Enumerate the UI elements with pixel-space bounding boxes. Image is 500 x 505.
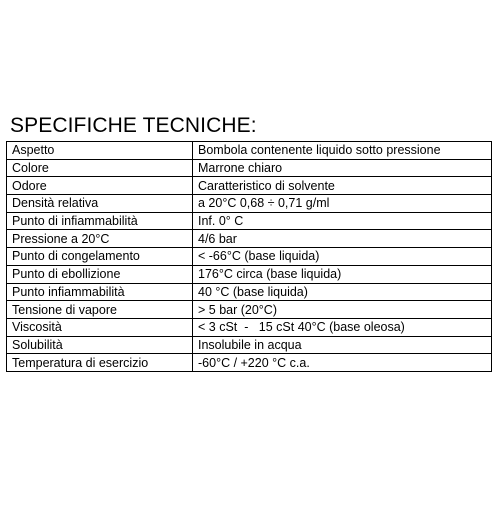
spec-table	[6, 141, 492, 372]
property-cell: Aspetto	[7, 142, 193, 160]
table-row	[7, 265, 492, 283]
table-row	[7, 301, 492, 319]
table-row	[7, 283, 492, 301]
value-cell: -60°C / +220 °C c.a.	[193, 354, 492, 372]
value-cell: 4/6 bar	[193, 230, 492, 248]
property-cell: Punto di congelamento	[7, 248, 193, 266]
property-cell: Densità relativa	[7, 195, 193, 213]
table-row	[7, 230, 492, 248]
value-cell: 176°C circa (base liquida)	[193, 265, 492, 283]
value-cell: Inf. 0° C	[193, 212, 492, 230]
table-row	[7, 354, 492, 372]
value-cell: Marrone chiaro	[193, 159, 492, 177]
table-row	[7, 177, 492, 195]
value-cell: Caratteristico di solvente	[193, 177, 492, 195]
table-row	[7, 142, 492, 160]
value-cell: < -66°C (base liquida)	[193, 248, 492, 266]
property-cell: Tensione di vapore	[7, 301, 193, 319]
property-cell: Odore	[7, 177, 193, 195]
property-cell: Temperatura di esercizio	[7, 354, 193, 372]
spec-sheet	[6, 115, 492, 372]
value-cell: > 5 bar (20°C)	[193, 301, 492, 319]
property-cell: Punto infiammabilità	[7, 283, 193, 301]
page-title: SPECIFICHE TECNICHE:	[10, 114, 257, 137]
table-row	[7, 318, 492, 336]
table-row	[7, 336, 492, 354]
value-cell: Bombola contenente liquido sotto pressione	[193, 142, 492, 160]
value-cell: a 20°C 0,68 ÷ 0,71 g/ml	[193, 195, 492, 213]
table-row	[7, 248, 492, 266]
property-cell: Punto di infiammabilità	[7, 212, 193, 230]
property-cell: Colore	[7, 159, 193, 177]
value-cell: 40 °C (base liquida)	[193, 283, 492, 301]
value-cell: < 3 cSt - 15 cSt 40°C (base oleosa)	[193, 318, 492, 336]
property-cell: Punto di ebollizione	[7, 265, 193, 283]
table-row	[7, 195, 492, 213]
property-cell: Viscosità	[7, 318, 193, 336]
property-cell: Solubilità	[7, 336, 193, 354]
table-row	[7, 159, 492, 177]
value-cell: Insolubile in acqua	[193, 336, 492, 354]
property-cell: Pressione a 20°C	[7, 230, 193, 248]
table-row	[7, 212, 492, 230]
